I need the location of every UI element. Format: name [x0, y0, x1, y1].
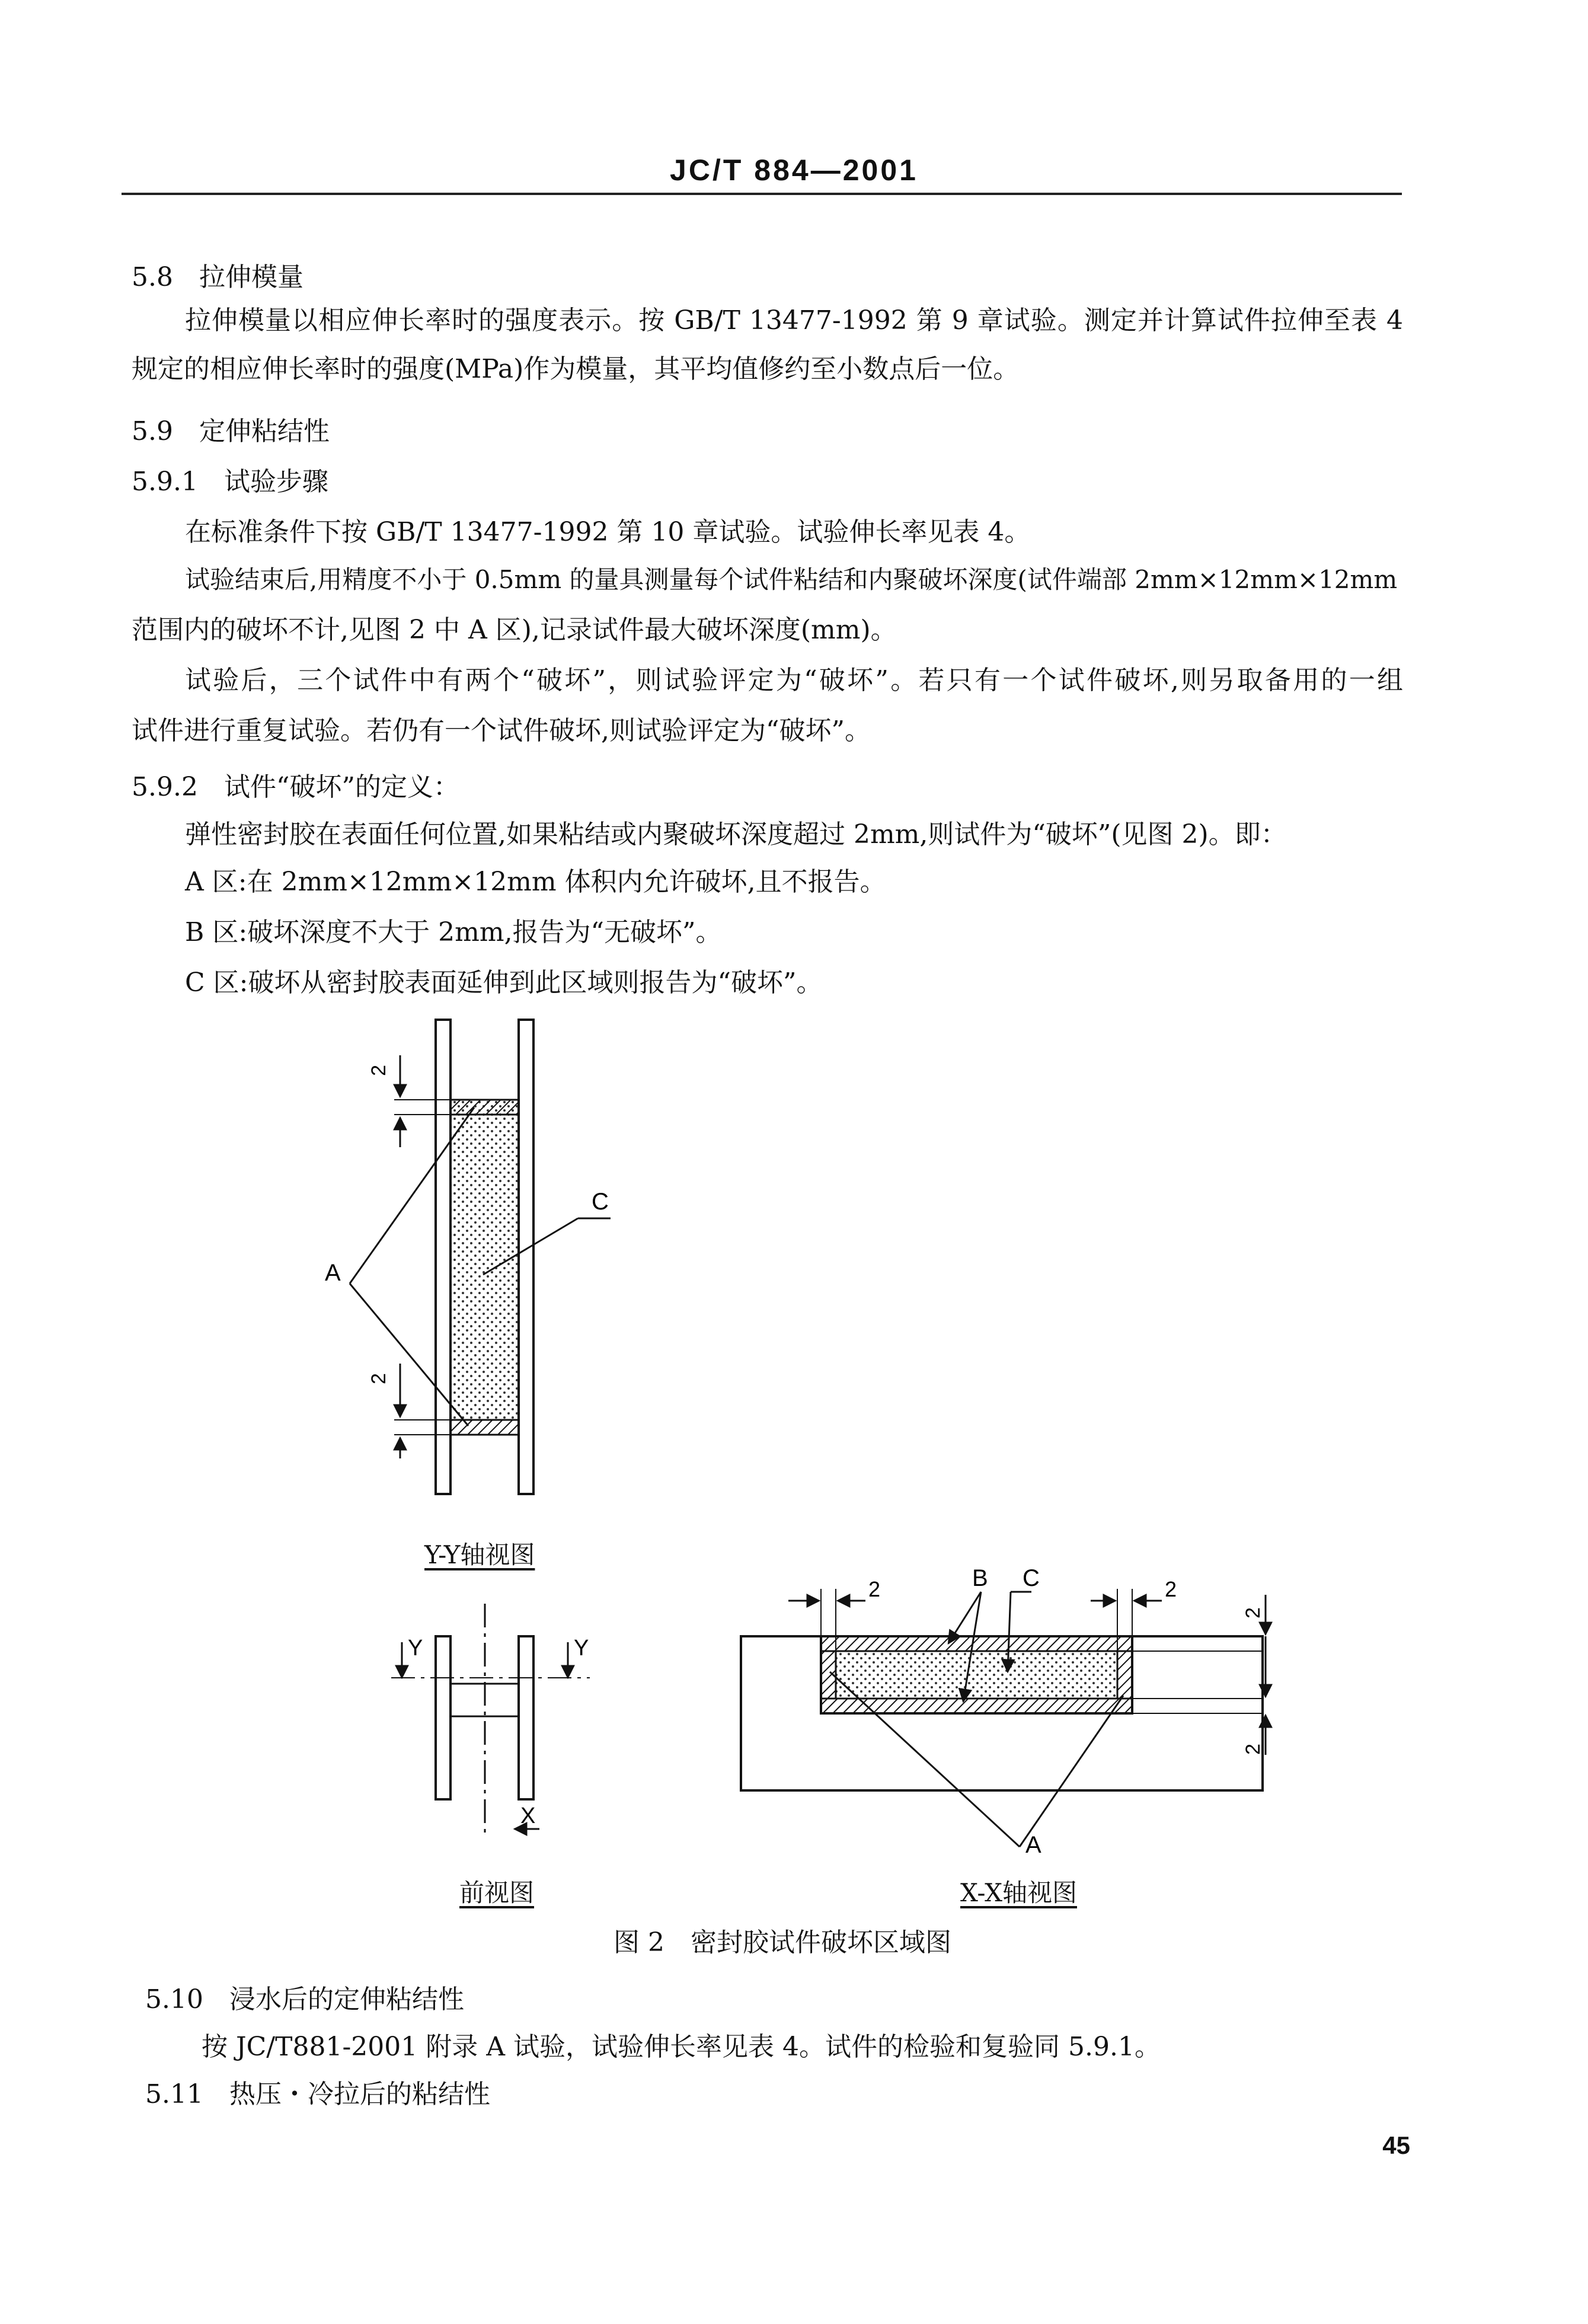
front-label-y-right: Y [574, 1636, 589, 1661]
xx-zone-a-right [1117, 1651, 1132, 1699]
xx-leader-a-right [1020, 1696, 1123, 1847]
zone-c-text: C 区:破坏从密封胶表面延伸到此区域则报告为“破坏”。 [185, 968, 823, 998]
section-5-11-title: 5.11 热压・冷拉后的粘结性 [145, 2079, 490, 2109]
section-5-9-1-title: 5.9.1 试验步骤 [132, 467, 328, 497]
section-5-9-title: 5.9 定伸粘结性 [132, 416, 330, 446]
section-5-8-text-cont: 规定的相应伸长率时的强度(MPa)作为模量，其平均值修约至小数点后一位。 [132, 354, 1020, 384]
section-5-9-1-eval: 试验后，三个试件中有两个“破坏”，则试验评定为“破坏”。若只有一个试件破坏,则另取备用的一组 [185, 665, 1403, 695]
yy-label-c: C [592, 1189, 609, 1215]
section-5-9-2-title: 5.9.2 试件“破坏”的定义： [132, 772, 459, 802]
xx-vdim-top-label: 2 [1242, 1607, 1264, 1618]
page-number: 45 [1382, 2131, 1410, 2159]
front-view [391, 1604, 590, 1835]
front-label-x: X [520, 1803, 536, 1828]
section-5-9-2-text: 弹性密封胶在表面任何位置,如果粘结或内聚破坏深度超过 2mm,则试件为“破坏”(见图 2)。即： [185, 819, 1287, 850]
yy-axis-view [325, 1020, 611, 1494]
zone-b-text: B 区:破坏深度不大于 2mm,报告为“无破坏”。 [185, 917, 722, 947]
front-view-caption: 前视图 [459, 1878, 535, 1907]
xx-dim-left-label: 2 [868, 1577, 881, 1601]
section-5-9-1-measure-cont: 范围内的破坏不计,见图 2 中 A 区),记录试件最大破坏深度(mm)。 [132, 615, 897, 645]
yy-label-a: A [325, 1260, 341, 1286]
xx-dim-right-label: 2 [1165, 1577, 1177, 1601]
yy-zone-a-top [450, 1100, 519, 1115]
yy-dim-bottom-label: 2 [368, 1373, 390, 1384]
yy-left-substrate [436, 1020, 450, 1494]
yy-dim-top-label: 2 [368, 1065, 390, 1076]
figure-2-caption: 图 2 密封胶试件破坏区域图 [614, 1927, 951, 1958]
xx-zone-b-top [821, 1636, 1132, 1651]
xx-axis-view [741, 1565, 1266, 1858]
section-5-8-title: 5.8 拉伸模量 [132, 262, 303, 292]
section-5-10-title: 5.10 浸水后的定伸粘结性 [145, 1984, 464, 2015]
xx-label-b: B [972, 1565, 988, 1591]
xx-view-caption: X-X轴视图 [960, 1878, 1077, 1907]
xx-vdim-bottom-label: 2 [1242, 1744, 1264, 1755]
xx-label-a: A [1025, 1832, 1041, 1858]
section-5-9-1-eval-cont: 试件进行重复试验。若仍有一个试件破坏,则试验评定为“破坏”。 [132, 716, 871, 746]
yy-right-substrate [519, 1020, 533, 1494]
standard-header: JC/T 884—2001 [670, 154, 918, 187]
front-right-substrate [519, 1636, 533, 1799]
section-5-10-text: 按 JC/T881-2001 附录 A 试验，试验伸长率见表 4。试件的检验和复验同 5.9.1。 [202, 2032, 1161, 2062]
section-5-9-1-measure: 试验结束后,用精度不小于 0.5mm 的量具测量每个试件粘结和内聚破坏深度(试件端部 2mm×12mm×12mm [185, 565, 1398, 594]
yy-zone-a-bottom [450, 1420, 519, 1435]
section-5-8-text: 拉伸模量以相应伸长率时的强度表示。按 GB/T 13477-1992 第 9 章试验。测定并计算试件拉伸至表 4 [185, 305, 1403, 336]
front-label-y-left: Y [408, 1636, 423, 1661]
xx-label-c: C [1023, 1565, 1040, 1591]
front-left-substrate [436, 1636, 450, 1799]
yy-view-caption: Y-Y轴视图 [424, 1540, 535, 1569]
xx-sealant-core [836, 1651, 1117, 1699]
zone-a-text: A 区:在 2mm×12mm×12mm 体积内允许破坏,且不报告。 [185, 867, 886, 897]
section-5-9-1-text: 在标准条件下按 GB/T 13477-1992 第 10 章试验。试验伸长率见表 4。 [185, 517, 1031, 547]
